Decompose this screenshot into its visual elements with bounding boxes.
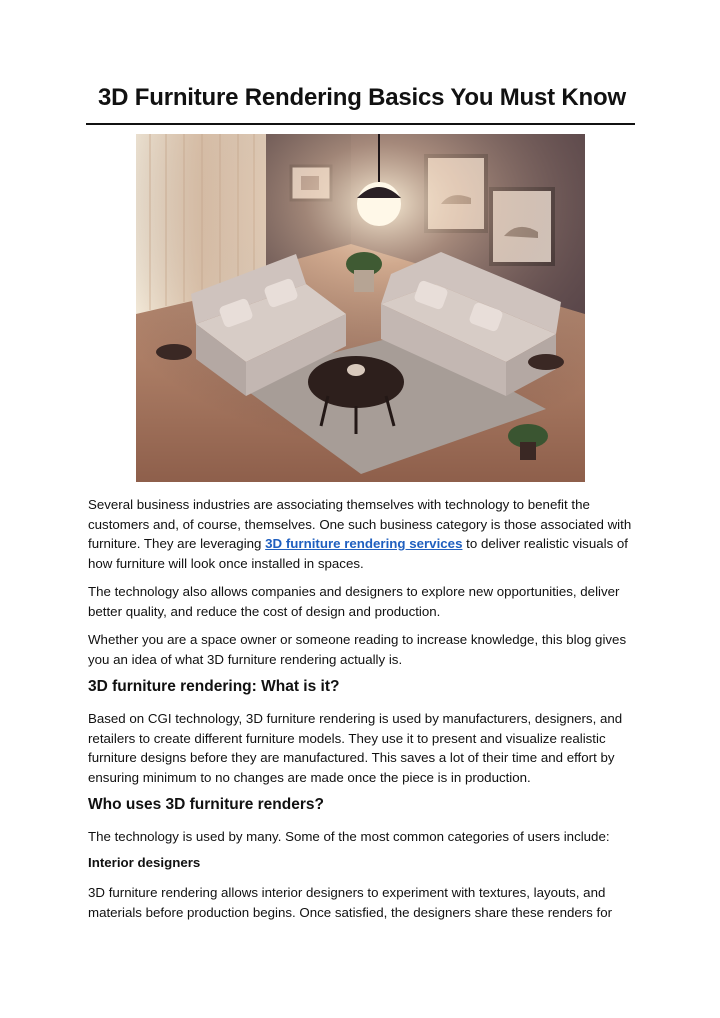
intro-text-end: to deliver realistic visuals of how furniture will look once installed in spaces. [88, 536, 629, 571]
paragraph-blog-purpose: Whether you are a space owner or someone reading to increase knowledge, this blog gives you an idea of what 3D furniture rendering actually is. [88, 632, 627, 667]
heading-who-uses: Who uses 3D furniture renders? [88, 796, 324, 813]
heading-what-is-it: 3D furniture rendering: What is it? [88, 678, 340, 695]
title-underline [86, 123, 635, 125]
paragraph-technology: The technology also allows companies and designers to explore new opportunities, deliver better quality, and reduce the cost of design and production. [88, 584, 620, 619]
intro-paragraph [88, 495, 636, 573]
paragraph-interior-designers: 3D furniture rendering allows interior designers to experiment with textures, layouts, and materials before production begins. Once satisfied, the designers share these renders for [88, 885, 613, 920]
intro-text-start: Several business industries are associating themselves with technology to benefit the customers and, of course, themselves. One such business category is those associated with furniture. They are leveraging [88, 497, 632, 552]
paragraph-definition: Based on CGI technology, 3D furniture rendering is used by manufacturers, designers, and retailers to create different furniture models. They use it to present and visualize realistic furniture designs before they are manufactured. This saves a lot of their time and effort by ensuring minimum to no changes are made once the piece is in production. [88, 711, 623, 785]
rendering-services-link[interactable]: 3D furniture rendering services [265, 536, 463, 552]
page-title: 3D Furniture Rendering Basics You Must Know [98, 84, 626, 111]
heading-interior-designers: Interior designers [88, 855, 201, 870]
paragraph-users-intro: The technology is used by many. Some of the most common categories of users include: [88, 829, 610, 844]
hero-image-living-room-render [136, 134, 585, 482]
